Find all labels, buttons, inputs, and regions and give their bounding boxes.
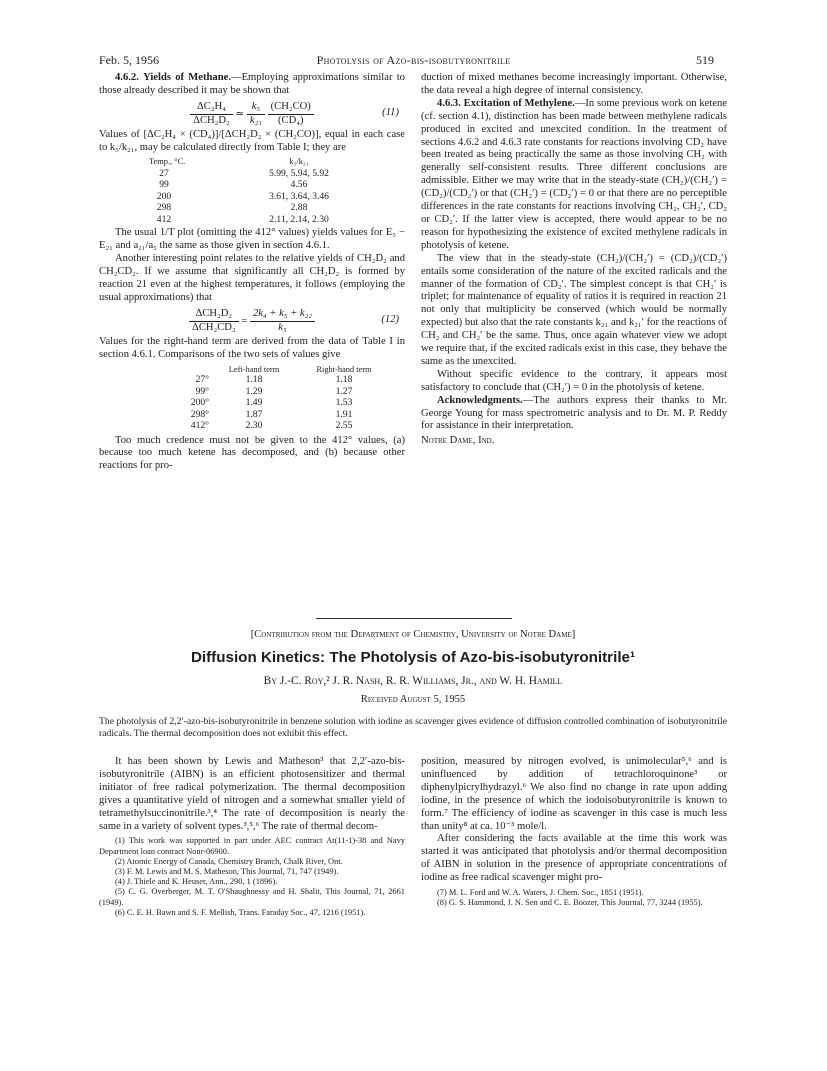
eq12-number: (12) — [381, 313, 399, 325]
equation-11 — [99, 101, 405, 128]
table-cell: 298 — [156, 202, 172, 214]
table-row — [169, 386, 389, 398]
table-cell: 200° — [190, 397, 209, 408]
table-row — [149, 179, 379, 191]
paragraph: It has been shown by Lewis and Matheson³ that 2,2′-azo-bis-isobutyronitrile (AIBN) is an efficient photosensitizer and thermal initiator of free radical polymerization. The thermal decomposition gives a quantitative yield of nitrogen and a somewhat smaller yield of tetramethylsuccinonitrile.³,⁴ The rate of decomposition is nearly the same in a variety of solvent types.³,⁵,⁶ The rate of thermal decom- — [99, 756, 405, 832]
eq11-lhs — [190, 101, 233, 128]
table-header: k₅/k₂₁ — [289, 157, 309, 167]
header-date: Feb. 5, 1956 — [99, 53, 159, 67]
footnote: (5) C. G. Overberger, M. T. O'Shaughnessy and H. Shalit, This Journal, 71, 2661 (1949). — [99, 887, 405, 907]
table-cell: 2.55 — [335, 420, 353, 431]
table-cell: 5.99, 5.94, 5.92 — [269, 167, 329, 179]
body-left-column — [99, 756, 405, 918]
table-cell: 1.53 — [335, 397, 353, 408]
paragraph: Values for the right-hand term are derived from the data of Table I in section 4.6.1. Comparisons of the two sets of values give — [99, 335, 405, 360]
eq11-lhs-den: ΔCH₂D₂ — [193, 114, 230, 126]
paragraph: Values of [ΔC₂H₄ × (CD₄)]/[ΔCH₂D₂ × (CH₂CO)], equal in each case to k₅/k₂₁, may be calculated directly from Table I; they are — [99, 128, 405, 153]
ack-title: Acknowledgments. — [437, 394, 523, 406]
table-cell: 298° — [190, 408, 209, 420]
paragraph: —In some previous work on ketene (cf. section 4.1), distinction has been made between methylene radicals produced in excited and unexcited condition. In the treatment of sections 4.6.2 and 4.6.3 rate constants for reactions involving CD₂ have been treated as being practically the same as those involving CH₂ with generally self-consistent results. Three different conclusions are admissible. Either we may write that in the steady-state (CH₂)/(CH₂′) = (CD₂)/(CD₂′) or that (CH₂′) = (CD₂′) = 0 or that there are no perceptible differences in the rate constants for reactions involving CH₂, CH₂′, CD₂ or CD₂′. If the latter view is accepted, there would appear to be no reason for hypothesizing the existence of excited methylene radicals in photolysis of ketene. — [421, 97, 727, 251]
table-cell: 99° — [195, 385, 209, 397]
table-cell: 4.56 — [290, 179, 308, 191]
header-running-title: Photolysis of Azo-bis-isobutyronitrile — [316, 53, 511, 67]
table-cell: 1.18 — [245, 374, 263, 385]
footnote: (3) F. M. Lewis and M. S. Matheson, This Journal, 71, 747 (1949). — [115, 867, 339, 877]
place-line: Notre Dame, Ind. — [421, 435, 495, 447]
section-4-6-2 — [99, 72, 405, 98]
table-cell: 2.88 — [290, 202, 308, 214]
section-number: 4.6.2. — [115, 72, 139, 83]
paragraph: —Employing approximations similar to those already described it may be shown that — [99, 72, 405, 96]
paragraph: The usual 1/T plot (omitting the 412° values) yields values for E₅ − E₂₁ and a₂₁/a₅ the same as those given in section 4.6.1. — [99, 227, 405, 252]
ack-text: —The authors express their thanks to Mr. George Young for mass spectrometric analysis and to Dr. M. P. Reddy for assistance in their interpretation. — [421, 394, 727, 432]
contribution-line: [Contribution from the Department of Chemistry, University of Notre Dame] — [250, 629, 576, 640]
table-header: Right-hand term — [316, 364, 372, 374]
acknowledgments — [421, 395, 727, 434]
eq12-r — [250, 308, 315, 335]
paragraph: duction of mixed methanes become increasingly important. Otherwise, the data reveal a high degree of internal consistency. — [421, 72, 727, 96]
table-cell: 1.87 — [245, 408, 263, 420]
eq12-r-num: 2k₄ + k₅ + k₂₂ — [250, 308, 315, 322]
footnote: (4) J. Thiele and K. Heuser, Ann., 290, 1 (1896). — [115, 877, 278, 887]
eq11-k-num: k₅ — [247, 101, 265, 115]
table-cell: 99 — [159, 179, 169, 191]
table-cell: 1.29 — [245, 385, 263, 397]
table-cell: 2.30 — [245, 420, 263, 431]
table-cell: 1.27 — [335, 385, 353, 397]
paragraph: Without specific evidence to the contrary, it appears most satisfactory to conclude that (CH₂′) = 0 in the photolysis of ketene. — [421, 368, 727, 393]
table-cell: 412 — [156, 213, 172, 225]
article-title: Diffusion Kinetics: The Photolysis of Azo-bis-isobutyronitrile¹ — [190, 649, 636, 666]
eq12-lhs-den: ΔCH₂CD₂ — [192, 321, 236, 333]
section-title: Yields of Methane. — [143, 72, 231, 83]
table-header: Left-hand term — [228, 364, 280, 374]
eq12-equals: = — [241, 315, 248, 327]
paragraph: position, measured by nitrogen evolved, is unimolecular⁵,⁶ and is uninfluenced by addition of tetrachloroquinone³ or diphenylpicrylhydrazyl.⁶ We also find no change in rate upon adding iodine, in the presence of which the iodoisobutyronitrile is known to form.⁷ The efficiency of iodine as scavenger in this case is much less than unity⁸ at ca. 10⁻³ mole/l. — [421, 756, 727, 832]
footnotes — [99, 836, 405, 918]
equation-12 — [99, 308, 405, 335]
header-page-number: 519 — [696, 53, 714, 67]
received-date: Received August 5, 1955 — [360, 694, 466, 705]
table-cell: 27 — [159, 167, 169, 179]
table-row — [169, 420, 389, 432]
table-cell: 412° — [190, 420, 209, 431]
table-k-ratios — [149, 156, 379, 225]
paragraph: The view that in the steady-state (CH₂)/(CH₂′) = (CD₂)/(CD₂′) entails some consideration of the nature of the excited radicals and the manner of the formation of CD₂′. The simplest concept is that CH₂′ is triplet; for maintenance of equality of ratios it is required in reaction 21 not only that multiplicity be conserved (which would be normally expected) but also that the rate constants k₂₁ and k₂₁′ for the reactions of CH₂ and CH₂′ be the same. Thus, once again whatever view we adopt we require that, if the excited radicals exist in this case, they behave the same as the unexcited. — [421, 252, 727, 367]
eq11-r — [268, 101, 314, 128]
eq11-r-den: (CD₄) — [278, 114, 304, 126]
table-cell: 1.18 — [335, 374, 353, 385]
footnote: (7) M. L. Ford and W. A. Waters, J. Chem. Soc., 1851 (1951). — [437, 888, 644, 898]
eq12-r-den: k₅ — [278, 321, 287, 333]
abstract: The photolysis of 2,2′-azo-bis-isobutyronitrile in benzene solution with iodine as scavenger gives evidence of diffusion controlled combination of isobutyronitrile radicals. The thermal decomposition does not exhibit this effect. — [99, 716, 727, 739]
table-cell: 3.61, 3.64, 3.46 — [269, 190, 329, 202]
table-header — [169, 365, 209, 375]
table-row — [169, 397, 389, 409]
section-4-6-3 — [421, 98, 727, 253]
left-column — [99, 72, 405, 473]
eq11-k-den: k₂₁ — [249, 114, 262, 126]
eq11-r-num: (CH₂CO) — [268, 101, 314, 115]
table-row — [149, 191, 379, 203]
footnote: (1) This work was supported in part under AEC contract At(11-1)-38 and Navy Department loan contract Nonr-06900. — [99, 836, 405, 856]
eq11-number: (11) — [382, 106, 399, 118]
footnote: (8) G. S. Hammond, J. N. Sen and C. E. Boozer, This Journal, 77, 3244 (1955). — [437, 898, 703, 908]
table-row — [149, 202, 379, 214]
eq11-k — [247, 101, 265, 128]
section-title: Excitation of Methylene. — [463, 97, 575, 109]
table-row — [149, 168, 379, 180]
table-row — [169, 374, 389, 386]
table-cell: 200 — [156, 190, 172, 202]
table-cell: 1.91 — [335, 408, 353, 420]
table-cell: 27° — [195, 374, 209, 385]
table-header: Temp., °C. — [149, 157, 186, 167]
table-cell: 2.11, 2.14, 2.30 — [269, 213, 329, 225]
section-divider — [316, 618, 512, 619]
right-column — [421, 72, 727, 448]
footnotes — [421, 888, 727, 908]
footnote: (2) Atomic Energy of Canada, Chemistry Branch, Chalk River, Ont. — [115, 856, 343, 866]
eq12-lhs-num: ΔCH₂D₂ — [189, 308, 239, 322]
footnote: (6) C. E. H. Bawn and S. F. Mellish, Trans. Faraday Soc., 47, 1216 (1951). — [115, 907, 366, 917]
paragraph: Too much credence must not be given to the 412° values, (a) because too much ketene has decomposed, and (b) because other reactions for pro- — [99, 434, 405, 472]
eq11-lhs-num: ΔC₂H₄ — [190, 101, 233, 115]
article-authors: By J.-C. Roy,² J. R. Nash, R. R. Williams, Jr., and W. H. Hamill — [263, 675, 563, 687]
table-cell: 1.49 — [245, 397, 263, 408]
eq11-approx: ≃ — [235, 108, 245, 120]
table-row — [169, 409, 389, 421]
paragraph: After considering the facts available at the time this work was started it was anticipated that photolysis and/or thermal decomposition of AIBN in solution in the presence of appropriate concentrations of iodine as free radical scavenger might pro- — [421, 833, 727, 884]
section-number: 4.6.3. — [437, 97, 461, 109]
paragraph: Another interesting point relates to the relative yields of CH₂D₂ and CH₂CD₂. If we assume that significantly all CH₂D₂ is formed by reaction 21 even at the highest temperatures, it follows (employing the usual approximations) that — [99, 253, 405, 303]
eq12-lhs — [189, 308, 239, 335]
table-row — [149, 214, 379, 226]
body-right-column — [421, 756, 727, 908]
table-term-comparison — [169, 365, 389, 432]
